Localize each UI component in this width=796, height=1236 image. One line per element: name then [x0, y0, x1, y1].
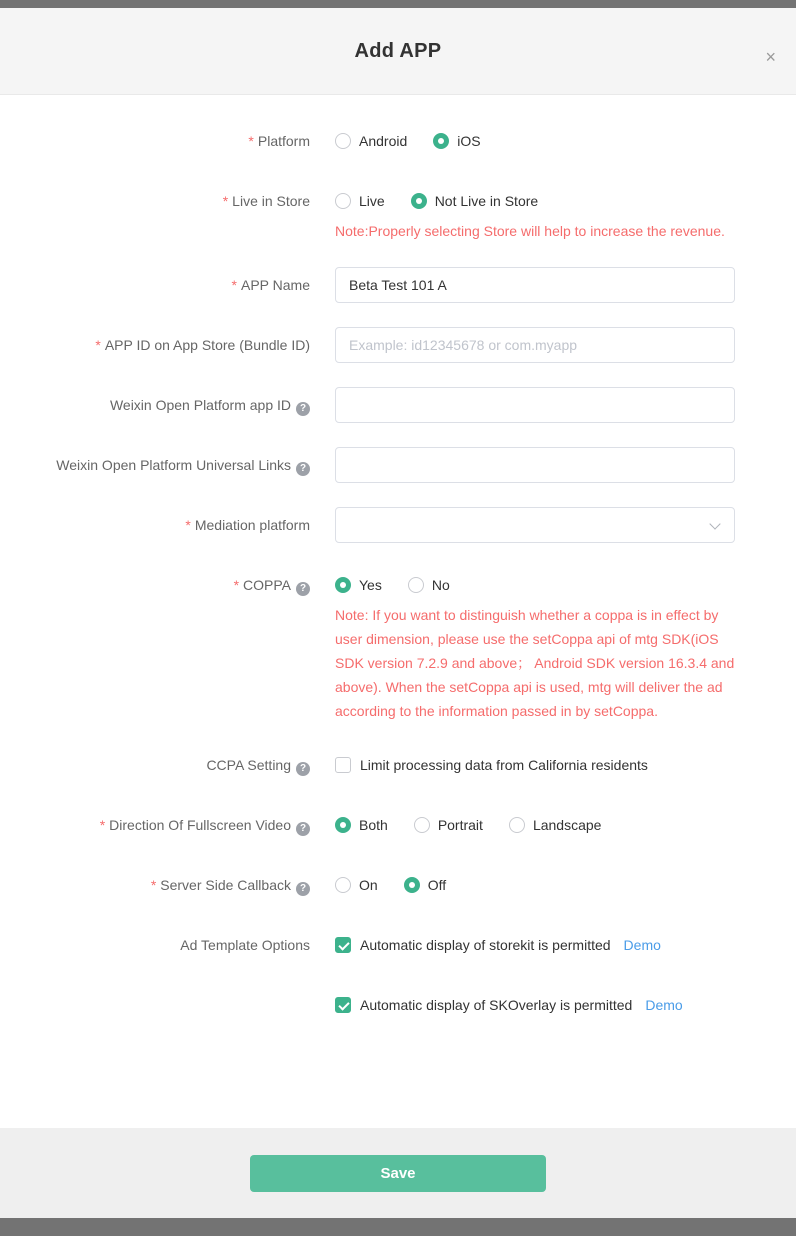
radio-android[interactable]: [335, 133, 407, 149]
radio-coppa-no-icon: [408, 577, 424, 593]
radio-ios[interactable]: [433, 133, 480, 149]
weixin-app-id-input[interactable]: [335, 387, 735, 423]
help-icon[interactable]: ?: [296, 822, 310, 836]
live-in-store-label: [0, 183, 310, 219]
coppa-label: [0, 567, 310, 603]
modal-title: Add APP: [354, 39, 442, 62]
ccpa-label-text: CCPA Setting: [206, 757, 291, 773]
server-side-callback-control: [335, 867, 735, 903]
radio-not-live-icon: [411, 193, 427, 209]
ccpa-label: [0, 747, 310, 783]
form-row-ad-template-options: [0, 927, 796, 1023]
form-row-weixin-universal-links: [0, 447, 796, 483]
required-asterisk: *: [99, 817, 106, 833]
live-in-store-radio-group: [335, 183, 735, 219]
app-name-control: [335, 267, 735, 303]
save-button[interactable]: Save: [250, 1155, 546, 1192]
app-id-label-text: APP ID on App Store (Bundle ID): [104, 337, 310, 353]
ccpa-checkbox-icon: [335, 757, 351, 773]
ccpa-checkbox[interactable]: [335, 757, 648, 773]
storekit-checkbox-label: Automatic display of storekit is permitted: [360, 937, 611, 953]
live-in-store-label-text: Live in Store: [232, 193, 310, 209]
weixin-universal-links-input[interactable]: [335, 447, 735, 483]
mediation-platform-label: [0, 507, 310, 543]
direction-label: [0, 807, 310, 843]
form-row-live-in-store: [0, 183, 796, 243]
server-side-callback-radio-group: [335, 867, 735, 903]
form-row-app-name: [0, 267, 796, 303]
storekit-checkbox-line: [335, 927, 735, 963]
live-in-store-note: Note:Properly selecting Store will help to increase the revenue.: [335, 223, 725, 239]
radio-callback-off-label: Off: [427, 877, 447, 893]
platform-label-text: Platform: [257, 133, 310, 149]
radio-live-icon: [335, 193, 351, 209]
app-id-label: [0, 327, 310, 363]
server-side-callback-label: [0, 867, 310, 903]
overlay-strip-bottom: [0, 1218, 796, 1236]
required-asterisk: *: [248, 133, 254, 149]
radio-ios-label: iOS: [457, 133, 481, 149]
required-asterisk: *: [231, 277, 237, 293]
app-id-control: [335, 327, 735, 363]
app-name-label: [0, 267, 310, 303]
modal-header: [0, 8, 796, 95]
mediation-platform-control: [335, 507, 735, 543]
storekit-checkbox-icon: [335, 937, 351, 953]
ad-template-options-label: [0, 927, 310, 963]
help-icon[interactable]: ?: [296, 582, 310, 596]
radio-landscape-icon: [509, 817, 525, 833]
radio-coppa-yes-icon: [335, 577, 351, 593]
weixin-app-id-label-text: Weixin Open Platform app ID: [109, 397, 291, 413]
radio-callback-on-icon: [335, 877, 351, 893]
chevron-down-icon: [709, 518, 720, 529]
storekit-checkbox[interactable]: [335, 937, 611, 953]
close-icon[interactable]: ×: [765, 47, 776, 67]
platform-label: [0, 123, 310, 159]
help-icon[interactable]: ?: [296, 462, 310, 476]
radio-coppa-no-label: No: [431, 577, 450, 593]
radio-callback-off-icon: [404, 877, 420, 893]
ad-template-options-label-text: Ad Template Options: [180, 937, 310, 953]
required-asterisk: *: [95, 337, 101, 353]
overlay-strip-top: [0, 0, 796, 8]
radio-landscape-label: Landscape: [532, 817, 602, 833]
platform-radio-group: [335, 123, 735, 159]
direction-radio-group: [335, 807, 735, 843]
radio-not-live-label: Not Live in Store: [434, 193, 539, 209]
radio-portrait-icon: [414, 817, 430, 833]
radio-portrait[interactable]: [414, 817, 483, 833]
radio-landscape[interactable]: [509, 817, 602, 833]
spacer: [335, 963, 735, 987]
radio-coppa-no[interactable]: [408, 577, 450, 593]
skoverlay-checkbox-icon: [335, 997, 351, 1013]
skoverlay-checkbox-line: [335, 987, 735, 1023]
ccpa-control: [335, 747, 735, 783]
radio-callback-on-label: On: [359, 877, 378, 893]
weixin-universal-links-label-text: Weixin Open Platform Universal Links: [56, 457, 291, 473]
help-icon[interactable]: ?: [296, 762, 310, 776]
radio-portrait-label: Portrait: [437, 817, 483, 833]
weixin-app-id-control: [335, 387, 735, 423]
required-asterisk: *: [222, 193, 229, 209]
radio-callback-off[interactable]: [404, 877, 446, 893]
platform-control: [335, 123, 735, 159]
mediation-platform-select[interactable]: [335, 507, 735, 543]
coppa-note: Note: If you want to distinguish whether a coppa is in effect by user dimension, please use the setCoppa api of mtg SDK(iOS SDK version 7.2.9 and above； Android SDK version 16.3.4 and above). When the setCoppa api is used, mtg will deliver the ad according to the information passed in by setCoppa.: [335, 607, 735, 719]
help-icon[interactable]: ?: [296, 882, 310, 896]
radio-coppa-yes[interactable]: [335, 577, 382, 593]
form-row-platform: [0, 123, 796, 159]
ad-template-options-control: [335, 927, 735, 1023]
required-asterisk: *: [233, 577, 240, 593]
form-row-coppa: [0, 567, 796, 723]
add-app-modal: [0, 8, 796, 1218]
direction-label-text: Direction Of Fullscreen Video: [109, 817, 291, 833]
app-name-input[interactable]: [335, 267, 735, 303]
app-id-input[interactable]: [335, 327, 735, 363]
radio-android-label: Android: [359, 133, 408, 149]
radio-coppa-yes-label: Yes: [359, 577, 382, 593]
server-side-callback-label-text: Server Side Callback: [160, 877, 291, 893]
ccpa-checkbox-label: Limit processing data from California residents: [360, 757, 648, 773]
radio-both-icon: [335, 817, 351, 833]
weixin-universal-links-label: [0, 447, 310, 483]
radio-not-live[interactable]: [411, 193, 539, 209]
form-row-weixin-app-id: [0, 387, 796, 423]
coppa-label-text: COPPA: [243, 577, 291, 593]
help-icon[interactable]: ?: [296, 402, 310, 416]
weixin-app-id-label: [0, 387, 310, 423]
radio-both[interactable]: [335, 817, 388, 833]
skoverlay-demo-link[interactable]: Demo: [645, 997, 683, 1013]
required-asterisk: *: [150, 877, 157, 893]
form-row-direction: [0, 807, 796, 843]
skoverlay-checkbox[interactable]: [335, 997, 632, 1013]
required-asterisk: *: [185, 517, 191, 533]
coppa-control: [335, 567, 735, 723]
ccpa-checkbox-line: [335, 747, 735, 783]
modal-body: [0, 95, 796, 1128]
app-name-label-text: APP Name: [241, 277, 310, 293]
radio-android-icon: [335, 133, 351, 149]
radio-both-label: Both: [359, 817, 388, 833]
radio-callback-on[interactable]: [335, 877, 378, 893]
radio-ios-icon: [433, 133, 449, 149]
weixin-universal-links-control: [335, 447, 735, 483]
form-row-mediation-platform: [0, 507, 796, 543]
coppa-radio-group: [335, 567, 735, 603]
form-row-server-side-callback: [0, 867, 796, 903]
radio-live-label: Live: [359, 193, 385, 209]
live-in-store-control: [335, 183, 735, 243]
form-row-app-id: [0, 327, 796, 363]
radio-live[interactable]: [335, 193, 385, 209]
direction-control: [335, 807, 735, 843]
skoverlay-checkbox-label: Automatic display of SKOverlay is permitted: [360, 997, 633, 1013]
modal-footer: [0, 1128, 796, 1218]
mediation-platform-label-text: Mediation platform: [194, 517, 310, 533]
storekit-demo-link[interactable]: Demo: [623, 937, 661, 953]
form-row-ccpa: [0, 747, 796, 783]
